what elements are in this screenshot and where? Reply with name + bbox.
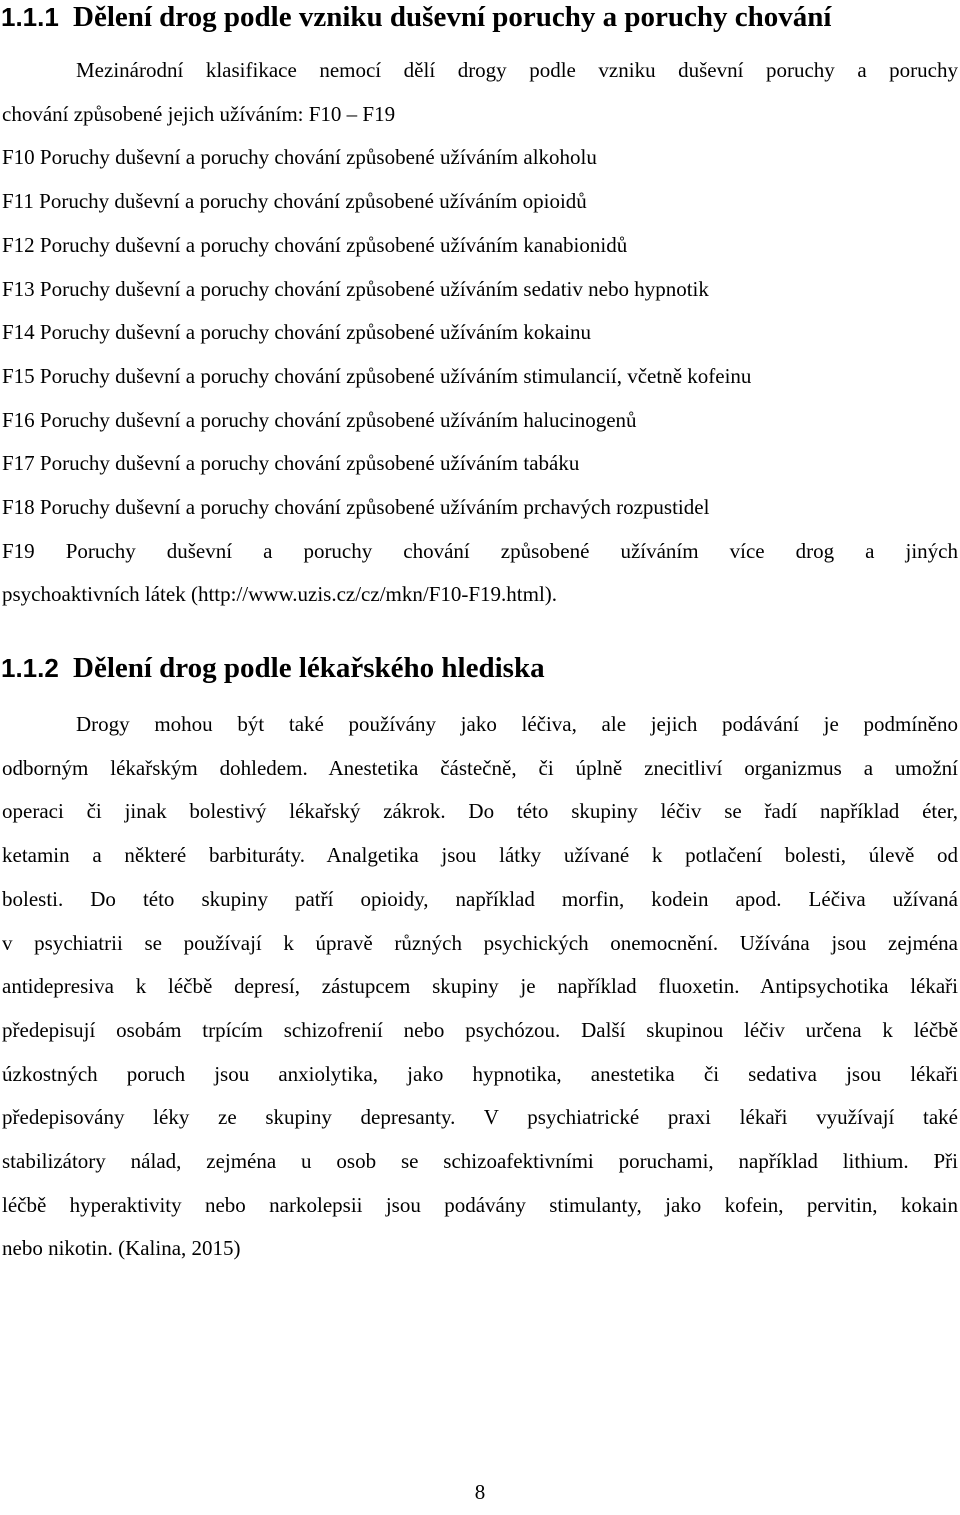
- list-item: F16 Poruchy duševní a poruchy chování způsobené užíváním halucinogenů: [2, 407, 637, 432]
- list-item: F14 Poruchy duševní a poruchy chování způsobené užíváním kokainu: [2, 320, 592, 345]
- section-heading-1-1-1: [1, 0, 831, 34]
- intro-line-1: Mezinárodní klasifikace nemocí dělí drogy podle vzniku duševní poruchy a poruchy: [76, 58, 958, 82]
- list-item: F12 Poruchy duševní a poruchy chování způsobené užíváním kanabionidů: [2, 232, 628, 257]
- paragraph-line: nebo nikotin. (Kalina, 2015): [2, 1236, 241, 1261]
- section-title: Dělení drog podle vzniku duševní poruchy a poruchy chování: [73, 1, 832, 33]
- paragraph-line: léčbě hyperaktivity nebo narkolepsii jsou podávány stimulanty, jako kofein, pervitin, kokain: [2, 1192, 958, 1217]
- list-item-f19-line-2: psychoaktivních látek (http://www.uzis.cz/cz/mkn/F10-F19.html).: [2, 582, 558, 607]
- paragraph-line: antidepresiva k léčbě depresí, zástupcem skupiny je například fluoxetin. Antipsychotika lékaři: [2, 974, 958, 999]
- section-title: Dělení drog podle lékařského hlediska: [73, 652, 545, 684]
- paragraph-line: stabilizátory nálad, zejména u osob se schizoafektivními poruchami, například lithium. Při: [2, 1149, 958, 1174]
- paragraph-line: ketamin a některé barbituráty. Analgetika jsou látky užívané k potlačení bolesti, úlevě od: [2, 843, 958, 868]
- list-item: F10 Poruchy duševní a poruchy chování způsobené užíváním alkoholu: [2, 145, 597, 170]
- paragraph-line: předepisovány léky ze skupiny depresanty. V psychiatrické praxi lékaři využívají také: [2, 1105, 958, 1130]
- page-number: 8: [474, 1480, 486, 1504]
- section-number: 1.1.1: [1, 2, 59, 32]
- paragraph-line: odborným lékařským dohledem. Anestetika částečně, či úplně znecitliví organizmus a umožní: [2, 755, 958, 780]
- paragraph-line: v psychiatrii se používají k úpravě různých psychických onemocnění. Užívána jsou zejména: [2, 930, 958, 955]
- list-item: F18 Poruchy duševní a poruchy chování způsobené užíváním prchavých rozpustidel: [2, 495, 710, 520]
- list-item: F15 Poruchy duševní a poruchy chování způsobené užíváním stimulancií, včetně kofeinu: [2, 363, 752, 388]
- paragraph-line: operaci či jinak bolestivý lékařský zákrok. Do této skupiny léčiv se řadí například éter,: [2, 799, 958, 824]
- list-item: F11 Poruchy duševní a poruchy chování způsobené užíváním opioidů: [2, 189, 587, 214]
- section-number: 1.1.2: [1, 653, 59, 683]
- paragraph-line: předepisují osobám trpícím schizofrenií nebo psychózou. Další skupinou léčiv určena k léčbě: [2, 1017, 958, 1042]
- paragraph-line: bolesti. Do této skupiny patří opioidy, například morfin, kodein apod. Léčiva užívaná: [2, 886, 958, 911]
- section-heading-1-1-2: [1, 651, 545, 685]
- paragraph-line: Drogy mohou být také používány jako léčiva, ale jejich podávání je podmíněno: [76, 712, 958, 736]
- list-item-f19-line-1: F19 Poruchy duševní a poruchy chování způsobené užíváním více drog a jiných: [2, 538, 958, 563]
- intro-line-2: chování způsobené jejich užíváním: F10 – F19: [2, 101, 396, 126]
- paragraph-medical: [2, 703, 958, 1271]
- list-item: F13 Poruchy duševní a poruchy chování způsobené užíváním sedativ nebo hypnotik: [2, 276, 709, 301]
- list-item: F17 Poruchy duševní a poruchy chování způsobené užíváním tabáku: [2, 451, 580, 476]
- paragraph-line: úzkostných poruch jsou anxiolytika, jako hypnotika, anestetika či sedativa jsou lékaři: [2, 1061, 958, 1086]
- classification-list: [2, 49, 958, 617]
